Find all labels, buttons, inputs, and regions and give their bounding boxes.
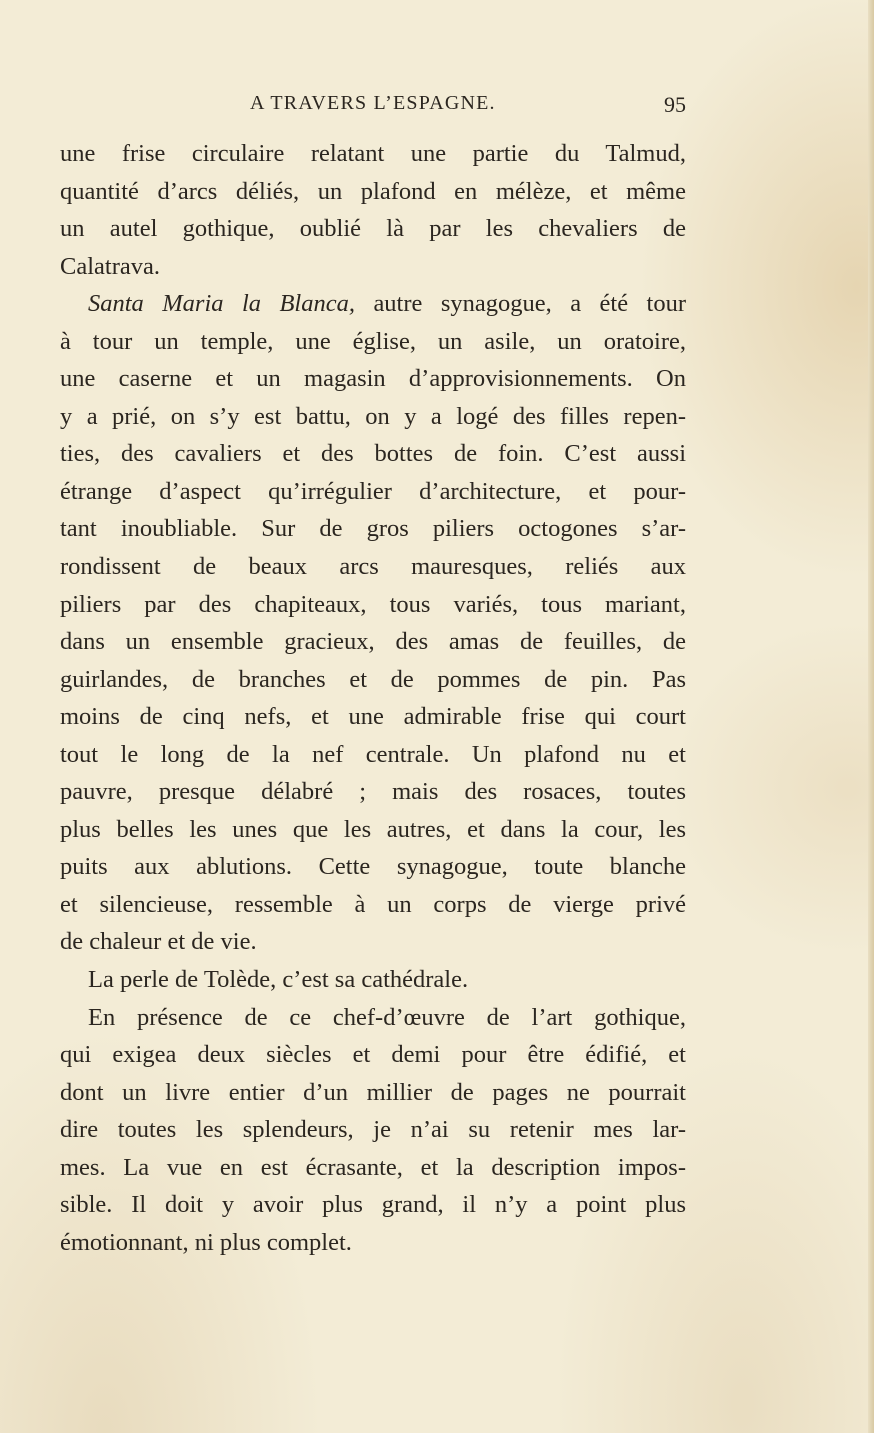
text-line: y a prié, on s’y est battu, on y a logé des filles repen- <box>60 402 686 430</box>
text-line: dire toutes les splendeurs, je n’ai su retenir mes lar- <box>60 1116 686 1144</box>
text-line: moins de cinq nefs, et une admirable frise qui court <box>60 703 686 731</box>
text-line: rondissent de beaux arcs mauresques, reliés aux <box>60 553 686 581</box>
text-line-rest: autre synagogue, a été tour <box>373 290 686 318</box>
text-line: tant inoubliable. Sur de gros piliers octogones s’ar- <box>60 515 686 543</box>
text-line: piliers par des chapiteaux, tous variés, tous mariant, <box>60 590 686 618</box>
text-line: quantité d’arcs déliés, un plafond en mélèze, et même <box>60 177 686 205</box>
text-line: pauvre, presque délabré ; mais des rosaces, toutes <box>60 778 686 806</box>
page-edge <box>868 0 874 1433</box>
text-line: dont un livre entier d’un millier de pages ne pourrait <box>60 1078 686 1106</box>
text-line: émotionnant, ni plus complet. <box>60 1228 352 1256</box>
text-line-paragraph-start: La perle de Tolède, c’est sa cathédrale. <box>88 966 469 994</box>
text-line: qui exigea deux siècles et demi pour être édifié, et <box>60 1041 686 1069</box>
text-line: ties, des cavaliers et des bottes de foin. C’est aussi <box>60 440 686 468</box>
text-line: sible. Il doit y avoir plus grand, il n’y a point plus <box>60 1191 686 1219</box>
text-line-paragraph-start <box>60 285 686 323</box>
text-line: puits aux ablutions. Cette synagogue, toute blanche <box>60 853 686 881</box>
italic-title: Santa Maria la Blanca, <box>88 290 355 318</box>
text-line: étrange d’aspect qu’irrégulier d’architecture, et pour- <box>60 477 686 505</box>
text-line: tout le long de la nef centrale. Un plafond nu et <box>60 740 686 768</box>
text-line: mes. La vue en est écrasante, et la description impos- <box>60 1153 686 1181</box>
text-line-paragraph-start: En présence de ce chef-d’œuvre de l’art gothique, <box>88 1003 686 1031</box>
running-head <box>60 92 686 122</box>
text-line: et silencieuse, ressemble à un corps de vierge privé <box>60 890 686 918</box>
text-line: un autel gothique, oublié là par les chevaliers de <box>60 215 686 243</box>
text-line: plus belles les unes que les autres, et dans la cour, les <box>60 815 686 843</box>
running-title: A TRAVERS L’ESPAGNE. <box>250 92 496 114</box>
text-line: guirlandes, de branches et de pommes de pin. Pas <box>60 665 686 693</box>
page-number: 95 <box>664 92 686 117</box>
body-text <box>60 135 686 1261</box>
text-line: de chaleur et de vie. <box>60 928 257 956</box>
text-line: dans un ensemble gracieux, des amas de feuilles, de <box>60 628 686 656</box>
text-line: à tour un temple, une église, un asile, un oratoire, <box>60 327 686 355</box>
text-line: une frise circulaire relatant une partie du Talmud, <box>60 140 686 167</box>
text-line: une caserne et un magasin d’approvisionnements. On <box>60 365 686 393</box>
text-line: Calatrava. <box>60 252 160 280</box>
